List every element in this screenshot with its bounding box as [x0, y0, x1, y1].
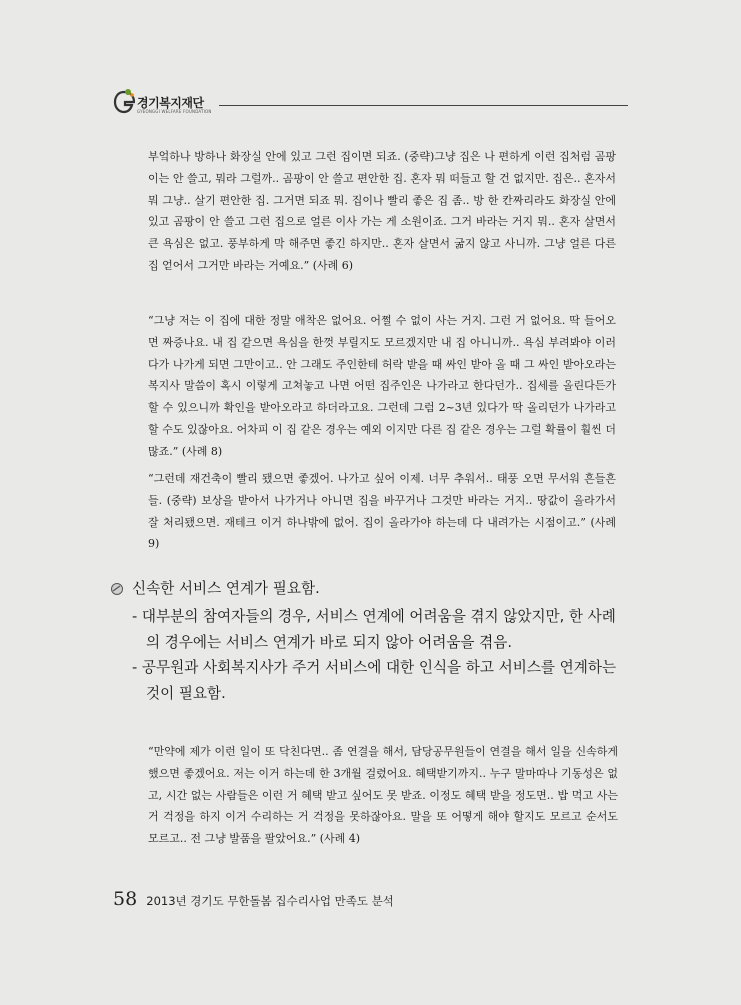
section-title: 신속한 서비스 연계가 필요함. — [132, 580, 320, 597]
header-rule — [219, 105, 628, 106]
interview-quote-case-4 — [148, 741, 618, 850]
report-title: 2013년 경기도 무한돌봄 집수리사업 만족도 분석 — [146, 894, 394, 908]
quote-text: “그런데 재건축이 빨리 됐으면 좋겠어. 나가고 싶어 이제. 너무 추워서.. 태풍 오면 무서워 흔들흔들. (중략) 보상을 받아서 나가거나 아니면 집을 바꾸거나 그것만 바라는 거지.. 땅값이 올라가서 잘 처리됐으면. 재테크 이거 하나밖에 없어. 집이 올라가야 하는데 다 내려가는 시점이고.” (사례 9) — [148, 472, 616, 551]
quote-text: “그냥 저는 이 집에 대한 정말 애착은 없어요. 어쩔 수 없이 사는 거지. 그런 거 없어요. 딱 들어오면 짜증나요. 내 집 같으면 욕심을 한껏 부릴지도 모르겠지만 내 집 아니니까.. 욕심 부려봐야 이러다가 나가게 되면 그만이고.. 안 그래도 주인한테 허락 받을 때 싸인 받아 올 때 그 싸인 받아오라는 복지사 말씀이 혹시 이렇게 고쳐놓고 나면 어떤 집주인은 나가라고 한다던가.. 집세를 올린다든가 할 수 있으니까 확인을 받아오라고 하더라고요. 그런데 그럼 2~3년 있다가 딱 올리던가 나가라고 할 수도 있잖아요. 어차피 이 집 같은 경우는 예외 이지만 다른 집 같은 경우는 그럴 확률이 훨씬 더 많죠.” (사례 8) — [148, 314, 616, 458]
section-heading — [108, 574, 628, 604]
finding-section — [108, 574, 628, 706]
quote-text: “만약에 제가 이런 일이 또 닥친다면.. 좀 연결을 해서, 담당공무원들이 연결을 해서 일을 신속하게 했으면 좋겠어요. 저는 이거 하는데 한 3개월 걸렸어요. 혜택받기까지.. 누구 말마따나 기동성은 없고, 시간 없는 사람들은 이런 거 혜택 받고 싶어도 못 받죠. 이정도 혜택 받을 정도면.. 밥 먹고 사는 거 걱정을 하지 이거 수리하는 거 걱정을 못하잖아요. 말을 또 어떻게 해야 할지도 모르고 순서도 모르고.. 전 그냥 발품을 팔았어요.” (사례 4) — [148, 745, 618, 846]
interview-quote-case-8 — [148, 310, 616, 463]
bullet-icon — [110, 582, 124, 596]
logo-subtext: GYEONGGI WELFARE FOUNDATION — [137, 109, 212, 114]
interview-quote-case-9 — [148, 468, 616, 555]
section-item: - 대부분의 참여자들의 경우, 서비스 연계에 어려움을 겪지 않았지만, 한 사례의 경우에는 서비스 연계가 바로 되지 않아 어려움을 겪음. — [132, 608, 616, 651]
section-item: - 공무원과 사회복지사가 주거 서비스에 대한 인식을 하고 서비스를 연계하는 것이 필요함. — [132, 659, 617, 702]
page-header — [113, 88, 628, 118]
quote-text: 부엌하나 방하나 화장실 안에 있고 그런 집이면 되죠. (중략)그냥 집은 나 편하게 이런 집처럼 곰팡이는 안 쓸고, 뭐라 그럴까.. 곰팡이 안 쓸고 편안한 집. 혼자 뭐 떠들고 할 건 없지만. 집은.. 혼자서 뭐 그냥.. 살기 편안한 집. 그거면 되죠 뭐. 집이나 빨리 좋은 집 좀.. 방 한 칸짜리라도 화장실 안에 있고 곰팡이 안 쓸고 그런 집으로 얼른 이사 가는 게 소원이죠. 그거 바라는 거지 뭐.. 혼자 살면서 큰 욕심은 없고. 풍부하게 막 해주면 좋긴 하지만.. 혼자 살면서 굶지 않고 사니까. 그냥 얼른 다른 집 얻어서 그거만 바라는 거예요.” (사례 6) — [148, 150, 616, 272]
logo-text: 경기복지재단 — [137, 96, 204, 110]
page-number: 58 — [113, 888, 138, 910]
foundation-logo-icon — [113, 88, 135, 114]
interview-quote-case-6 — [148, 146, 616, 277]
page-footer — [113, 888, 633, 918]
